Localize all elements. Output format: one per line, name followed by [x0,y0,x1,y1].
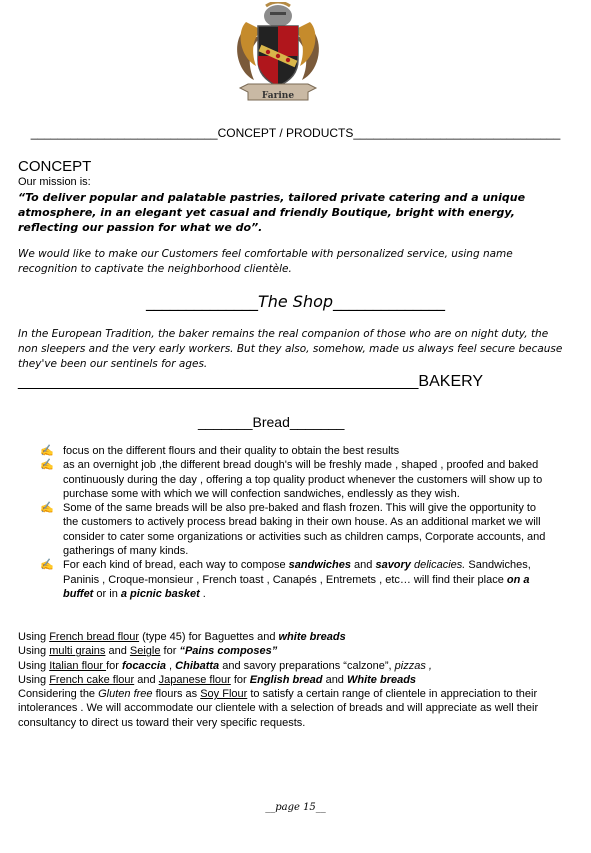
shop-paragraph: In the European Tradition, the baker remains the real companion of those who are on night duty, the non sleepers and the very early workers. But they also, somehow, made us always feel secure because they've been our sentinels for ages. [18,328,563,370]
bakery-heading: _____________________________________________BAKERY [18,373,484,390]
flour-line: Using multi grains and Seigle for “Pains composes” [18,645,278,658]
concept-heading: CONCEPT [18,158,92,175]
flour-line: Using French bread flour (type 45) for Baguettes and white breads [18,631,346,643]
crest-icon [232,2,324,108]
mission-label: Our mission is: [18,176,91,188]
hand-bullet-icon: ✍ [40,459,54,472]
logo-ribbon-text: Farine [261,91,295,101]
bread-bullet-list [40,444,550,601]
page-title: ____________________________CONCEPT / PRODUCTS_______________________________ [30,126,561,140]
page-number: __page 15__ [265,802,326,813]
shop-heading: ______________The Shop______________ [145,292,446,311]
hand-bullet-icon: ✍ [40,502,54,515]
list-item: ✍ Some of the same breads will be also pre-baked and flash frozen. This will give the opportunity to the customers to actively process bread baking in their own house. As an additional market we will consider to cater some organizations or activities such as children camps, Corporate accounts, and gatherings of many kinds. [40,502,546,558]
hand-bullet-icon: ✍ [40,559,54,572]
flour-line: Considering the Gluten free flours as Soy Flour to satisfy a certain range of clientele in appreciation to their intolerances . We will accommodate our clientele with a selection of breads and will appreciate as well their consultancy to direct us toward their very specific requests. [18,688,539,729]
flour-line: Using French cake flour and Japanese flour for English bread and White breads [18,673,417,686]
farine-logo [232,2,324,108]
list-item: ✍ For each kind of bread, each way to compose sandwiches and savory delicacies. Sandwiches, Paninis , Croque-monsieur , French toast , Canapés , Entremets , etc… will find their place on a buffet or in a picnic basket . [40,559,531,600]
list-item: ✍ as an overnight job ,the different bread dough's will be freshly made , shaped , proofed and baked continuously during the day , offering a top quality product whenever the customers will show up to purchase some with which we will confection sandwiches, endlessly as they wish. [40,459,543,500]
flour-line: Using Italian flour for focaccia , Chibatta and savory preparations “calzone”, pizzas , [18,659,432,672]
list-item: ✍ focus on the different flours and their quality to obtain the best results [40,445,400,457]
hand-bullet-icon: ✍ [40,445,54,457]
flour-usage-section [18,630,558,730]
bread-heading: _______Bread_______ [198,414,345,430]
concept-paragraph: We would like to make our Customers feel comfortable with personalized service, using name recognition to captivate the neighborhood clientèle. [18,248,513,275]
mission-statement: “To deliver popular and palatable pastries, tailored private catering and a unique atmosphere, in an elegant yet casual and friendly Boutique, bright with energy, reflecting our passion for what we do”. [18,191,526,234]
